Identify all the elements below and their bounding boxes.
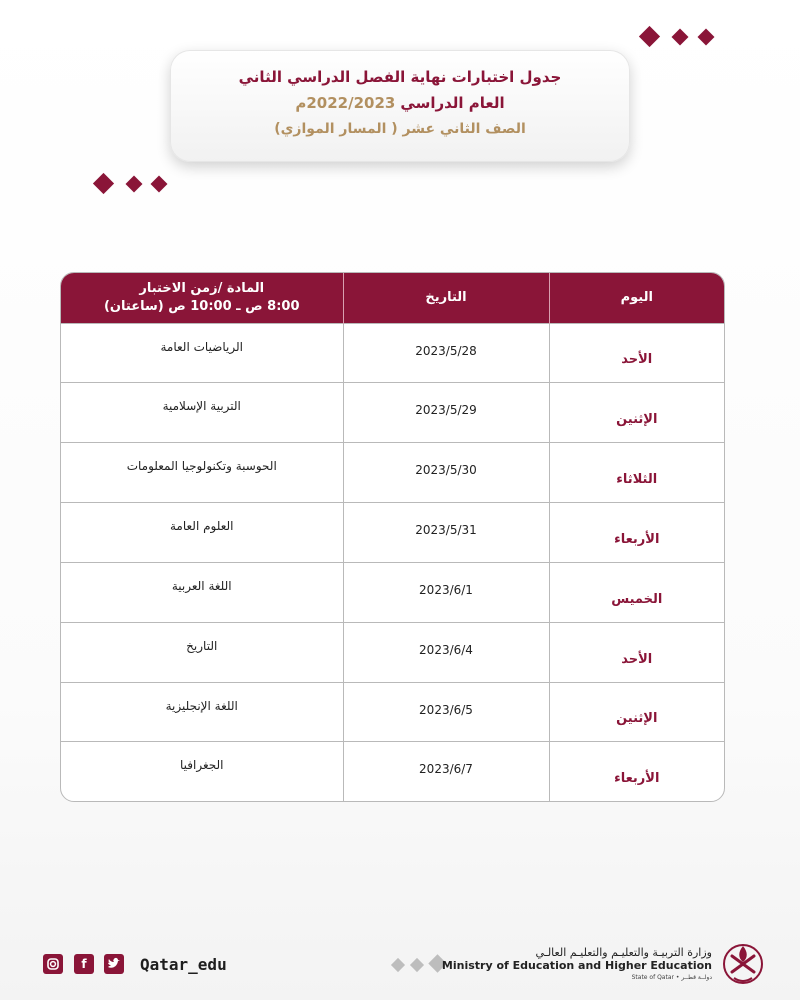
ministry-name-arabic: وزارة التربيـة والتعليـم والتعليـم العالـي <box>535 946 712 959</box>
table-row <box>61 503 724 563</box>
day-cell: الإثنين <box>549 682 724 742</box>
header-subject <box>61 273 343 323</box>
diamond-decoration <box>639 26 660 47</box>
diamond-decoration <box>698 29 715 46</box>
state-of-qatar-label: State of Qatar • دولــة قطــر <box>631 974 712 981</box>
date-cell: 2023/5/29 <box>343 383 549 443</box>
table-row <box>61 562 724 622</box>
instagram-icon[interactable] <box>43 954 63 974</box>
grade-label: الصف الثاني عشر ( المسار الموازي) <box>274 121 526 137</box>
diamond-decoration <box>93 173 114 194</box>
schedule-title: جدول اختبارات نهاية الفصل الدراسي الثاني <box>238 68 562 86</box>
exam-schedule-table <box>60 272 725 802</box>
subject-cell: التاريخ <box>61 622 343 682</box>
academic-year-value: 2022/2023م <box>295 94 396 112</box>
day-cell: الأربعاء <box>549 742 724 801</box>
social-handle[interactable]: Qatar_edu <box>140 955 227 974</box>
facebook-icon[interactable]: f <box>74 954 94 974</box>
date-cell: 2023/5/28 <box>343 323 549 383</box>
day-cell: الخميس <box>549 562 724 622</box>
table-row <box>61 742 724 801</box>
diamond-decoration <box>151 176 168 193</box>
subject-cell: التربية الإسلامية <box>61 383 343 443</box>
title-card <box>170 50 630 162</box>
diamond-decoration <box>391 958 405 972</box>
date-cell: 2023/6/5 <box>343 682 549 742</box>
academic-year-label: العام الدراسي <box>400 94 505 112</box>
date-cell: 2023/6/4 <box>343 622 549 682</box>
table-row <box>61 682 724 742</box>
day-cell: الأحد <box>549 622 724 682</box>
header-subject-time: 8:00 ص ـ 10:00 ص (ساعتان) <box>103 298 300 314</box>
day-cell: الأربعاء <box>549 503 724 563</box>
date-cell: 2023/5/30 <box>343 443 549 503</box>
subject-cell: اللغة العربية <box>61 562 343 622</box>
header-date: التاريخ <box>343 273 549 323</box>
header-subject-label: المادة /زمن الاختبار <box>139 280 265 296</box>
day-cell: الإثنين <box>549 383 724 443</box>
header-day: اليوم <box>549 273 724 323</box>
subject-cell: الجغرافيا <box>61 742 343 801</box>
table-row <box>61 323 724 383</box>
table-row <box>61 443 724 503</box>
date-cell: 2023/5/31 <box>343 503 549 563</box>
day-cell: الأحد <box>549 323 724 383</box>
twitter-icon[interactable] <box>104 954 124 974</box>
table-header-row <box>61 273 724 323</box>
ministry-name <box>442 946 712 981</box>
ministry-name-english: Ministry of Education and Higher Education <box>441 959 712 972</box>
date-cell: 2023/6/1 <box>343 562 549 622</box>
date-cell: 2023/6/7 <box>343 742 549 801</box>
table-row <box>61 383 724 443</box>
qatar-emblem-icon <box>718 938 768 988</box>
subject-cell: الرياضيات العامة <box>61 323 343 383</box>
table-row <box>61 622 724 682</box>
subject-cell: العلوم العامة <box>61 503 343 563</box>
diamond-decoration <box>126 176 143 193</box>
diamond-decoration <box>410 958 424 972</box>
diamond-decoration <box>672 29 689 46</box>
day-cell: الثلاثاء <box>549 443 724 503</box>
subject-cell: اللغة الإنجليزية <box>61 682 343 742</box>
footer <box>0 930 800 1000</box>
subject-cell: الحوسبة وتكنولوجيا المعلومات <box>61 443 343 503</box>
